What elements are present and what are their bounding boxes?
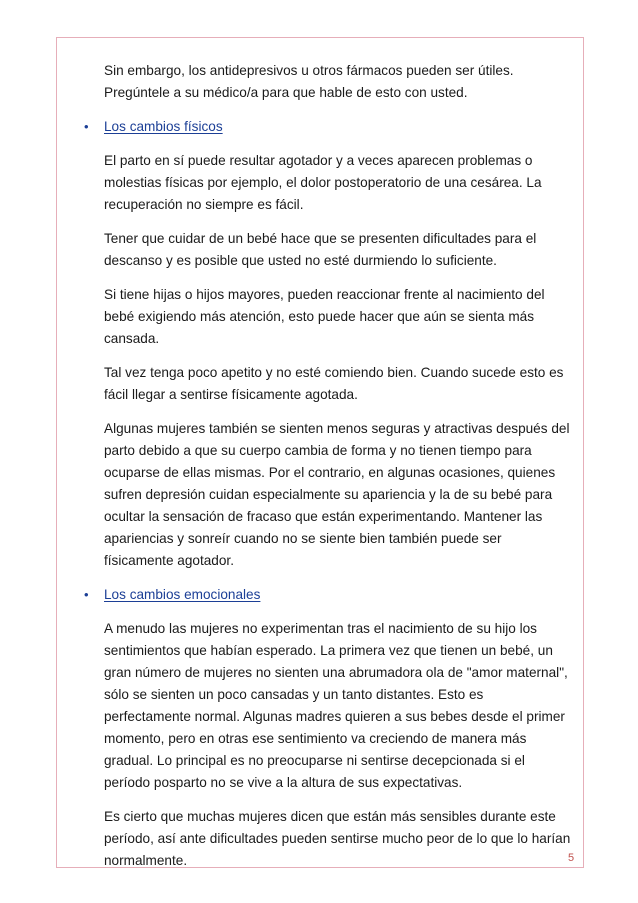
paragraph: El parto en sí puede resultar agotador y a veces aparecen problemas o molestias físicas por ejemplo, el dolor postoperatorio de una cesárea. La recuperación no siempre es fácil. bbox=[104, 153, 542, 212]
paragraph: Algunas mujeres también se sienten menos seguras y atractivas después del parto debido a que su cuerpo cambia de forma y no tienen tiempo para ocuparse de ellas mismas. Por el contrario, en algunas ocasiones, quienes sufren depresión cuidan especialmente su apariencia y la de su bebé para ocultar la sensación de fracaso que están experimentando. Mantener las apariencias y sonreír cuando no se siente bien también puede ser físicamente agotador. bbox=[104, 421, 570, 568]
section-heading-physical-text: Los cambios físicos bbox=[104, 119, 223, 134]
section-heading-emotional-text: Los cambios emocionales bbox=[104, 587, 261, 602]
section-physical-changes bbox=[84, 116, 574, 572]
paragraph: Tener que cuidar de un bebé hace que se presenten dificultades para el descanso y es posible que usted no esté durmiendo lo suficiente. bbox=[104, 231, 537, 268]
section-heading-physical bbox=[84, 116, 574, 138]
bullet-icon: • bbox=[84, 587, 89, 602]
paragraph: Tal vez tenga poco apetito y no esté comiendo bien. Cuando sucede esto es fácil llegar a sentirse físicamente agotada. bbox=[104, 365, 564, 402]
paragraph: Es cierto que muchas mujeres dicen que están más sensibles durante este período, así ante dificultades pueden sentirse mucho peor de lo que lo harían normalmente. bbox=[104, 809, 571, 868]
section-emotional-changes bbox=[84, 584, 574, 872]
document-body bbox=[84, 60, 574, 884]
paragraph: Si tiene hijas o hijos mayores, pueden reaccionar frente al nacimiento del bebé exigiendo más atención, esto puede hacer que aún se sienta más cansada. bbox=[104, 287, 545, 346]
bullet-icon: • bbox=[84, 119, 89, 134]
section-heading-emotional bbox=[84, 584, 574, 606]
paragraph: A menudo las mujeres no experimentan tras el nacimiento de su hijo los sentimientos que habían esperado. La primera vez que tienen un bebé, un gran número de mujeres no sienten una abrumadora ola de "amor maternal", sólo se sienten un poco cansadas y un tanto distantes. Esto es perfectamente normal. Algunas madres quieren a sus bebes desde el primer momento, pero en otras ese sentimiento va creciendo de manera más gradual. Lo principal es no preocuparse ni sentirse decepcionada si el período posparto no se vive a la altura de sus expectativas. bbox=[104, 621, 568, 790]
page-number: 5 bbox=[568, 852, 575, 864]
intro-paragraph: Sin embargo, los antidepresivos u otros fármacos pueden ser útiles. Pregúntele a su médico/a para que hable de esto con usted. bbox=[104, 63, 514, 100]
